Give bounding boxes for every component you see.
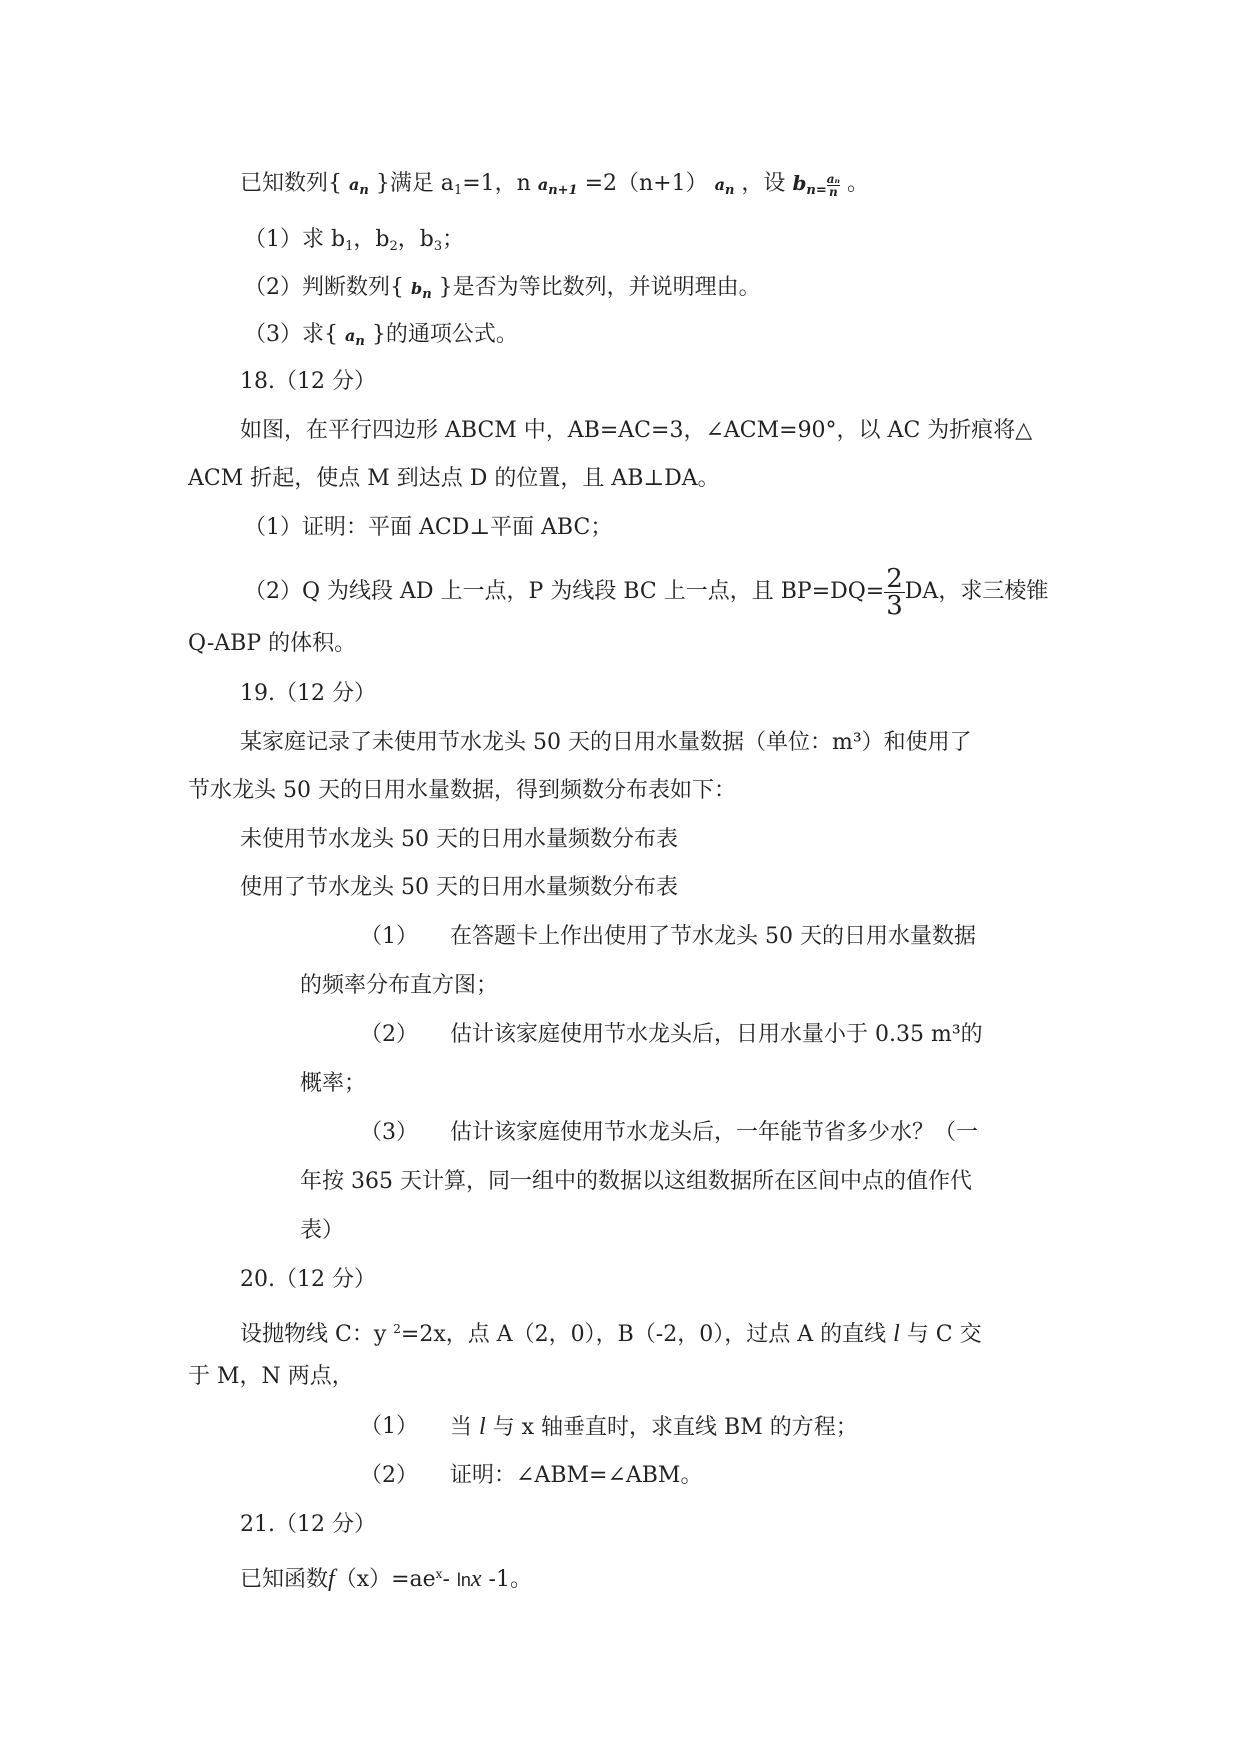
p18-q2: （2）Q 为线段 AD 上一点，P 为线段 BC 上一点，且 BP=DQ= $\frac{2}{3}$ DA，求三棱锥	[244, 563, 1049, 621]
p20-line2: 于 M，N 两点，	[188, 1364, 354, 1389]
text: }满足 a	[368, 171, 454, 196]
p17-q3: （3）求{ $a_n$ }的通项公式。	[244, 322, 518, 349]
p19-q3-line1: 估计该家庭使用节水龙头后，一年能节省多少水？（一	[450, 1120, 979, 1145]
p19-line1: 某家庭记录了未使用节水龙头 50 天的日用水量数据（单位：m³）和使用了	[240, 730, 972, 755]
p20-q2-text: 证明：∠ABM=∠ABM。	[450, 1463, 703, 1488]
p19-q2-line2: 概率；	[300, 1071, 367, 1096]
p19-q2-number: （2）	[360, 1022, 418, 1047]
p18-q2-cont: Q-ABP 的体积。	[188, 631, 357, 656]
p20-header: 20.（12 分）	[240, 1267, 376, 1292]
fraction-an-over-n: $\frac{\text{aₙ}}{n}$	[826, 172, 841, 199]
p18-line2: ACM 折起，使点 M 到达点 D 的位置，且 AB⊥DA。	[188, 466, 720, 491]
text: ，设	[734, 171, 793, 196]
math-b-n: $b_{n=}$	[792, 171, 827, 198]
p17-intro	[240, 168, 869, 206]
p19-q1-line1: 在答题卡上作出使用了节水龙头 50 天的日用水量数据	[450, 924, 976, 949]
subscript: 1	[453, 183, 463, 198]
text: 已知数列{	[240, 171, 349, 196]
text: =2（n+1）	[577, 171, 715, 196]
text: =1，n	[462, 171, 538, 196]
p19-table1-title: 未使用节水龙头 50 天的日用水量频数分布表	[240, 827, 678, 852]
p18-line1: 如图，在平行四边形 ABCM 中，AB=AC=3，∠ACM=90°，以 AC 为折痕将△	[240, 418, 1033, 443]
math-b-n: $b_n$	[411, 279, 432, 302]
fraction-two-thirds: $\frac{2}{3}$	[886, 563, 903, 621]
p21-header: 21.（12 分）	[240, 1512, 376, 1537]
p19-line2: 节水龙头 50 天的日用水量数据，得到频数分布表如下：	[188, 778, 736, 803]
p21-line1: 已知函数$f(x)=ae^x-$ lnx -1。	[240, 1566, 532, 1592]
p19-q1-line2: 的频率分布直方图；	[300, 973, 499, 998]
p20-q1-number: （1）	[360, 1414, 418, 1439]
p18-q1: （1）证明：平面 ACD⊥平面 ABC；	[244, 515, 613, 540]
p19-q2-line1: 估计该家庭使用节水龙头后，日用水量小于 0.35 m³的	[450, 1022, 983, 1047]
p20-q1-text: 当 l 与 x 轴垂直时，求直线 BM 的方程；	[450, 1414, 858, 1440]
math-a-n: $a_n$	[345, 326, 365, 349]
p19-q3-number: （3）	[360, 1120, 418, 1145]
math-a-n: $a_n$	[349, 175, 369, 198]
p19-q1-number: （1）	[360, 924, 418, 949]
math-a-n2: $a_n$	[714, 175, 735, 198]
p19-table2-title: 使用了节水龙头 50 天的日用水量频数分布表	[240, 875, 678, 900]
p17-q2: （2）判断数列{ $b_n$ }是否为等比数列，并说明理由。	[244, 275, 761, 302]
p19-header: 19.（12 分）	[240, 681, 376, 706]
p20-line1: 设抛物线 C：y $^2$=2x，点 A（2，0），B（-2，0），过点 A 的直线 l 与 C 交	[240, 1321, 982, 1347]
p19-q3-line2: 年按 365 天计算，同一组中的数据以这组数据所在区间中点的值作代	[300, 1169, 972, 1194]
p17-q1: （1）求 $b_1$，$b_2$，$b_3$；	[244, 227, 465, 254]
p19-q3-line3: 表）	[300, 1218, 345, 1243]
p20-q2-number: （2）	[360, 1463, 418, 1488]
text: 。	[840, 171, 870, 196]
math-a-n1: $a_{n+1}$	[537, 175, 578, 198]
p18-header: 18.（12 分）	[240, 369, 376, 394]
